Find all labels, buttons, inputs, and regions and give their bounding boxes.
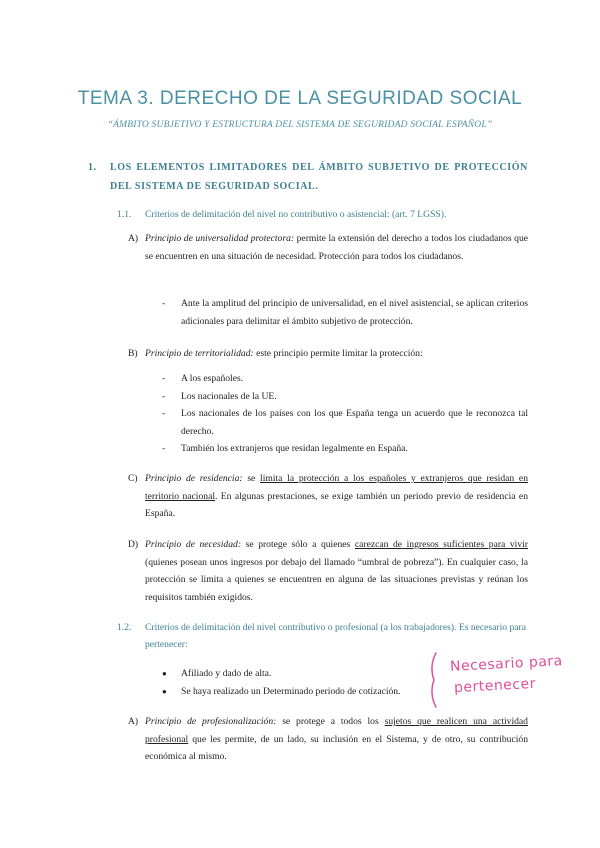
handnote-line-1: Necesario para xyxy=(449,653,564,675)
item-a2-post: que les permite, de un lado, su inclusión en el Sistema, y de otro, su contribución económica al mismo. xyxy=(145,733,528,762)
bullet-text: Los nacionales de los países con los que España tenga un acuerdo que le reconozca tal derecho. xyxy=(181,408,528,437)
item-c-post: . En algunas prestaciones, se exige también un periodo previo de residencia en España. xyxy=(145,490,528,519)
bullet-list-a xyxy=(162,295,528,330)
item-d-underlined: carezcan de ingresos suficientes para vivir xyxy=(354,539,529,550)
item-a-profesionalizacion xyxy=(128,713,528,766)
subsection-1-2-number: 1.2. xyxy=(117,622,132,633)
item-a2-label: Principio de profesionalización: xyxy=(145,716,277,727)
handwritten-note xyxy=(428,650,578,710)
item-b-letter: B) xyxy=(128,348,138,359)
bullet-dot: ● xyxy=(162,669,167,678)
bullet-text: Afiliado y dado de alta. xyxy=(181,668,272,679)
bullet-mark: - xyxy=(162,443,166,454)
subsection-1-2-title: Criterios de delimitación del nivel contributivo o profesional (a los trabajadores). Es necesario para pertenecer: xyxy=(145,622,526,650)
item-d-necesidad xyxy=(128,536,528,606)
item-c-residencia xyxy=(128,470,528,523)
subsection-1-1-number: 1.1. xyxy=(117,209,132,220)
list-item xyxy=(162,683,462,701)
bullet-mark: - xyxy=(162,373,166,384)
handnote-line-2: pertenecer xyxy=(453,675,537,697)
item-a-letter: A) xyxy=(128,233,139,244)
item-c-letter: C) xyxy=(128,473,138,484)
item-a-body xyxy=(145,230,528,265)
list-item xyxy=(162,388,528,406)
item-a-text: permite la extensión del derecho a todos los ciudadanos que se encuentren en una situación de necesidad. Protección para todos los ciudadanos. xyxy=(145,233,528,262)
section-1-number: 1. xyxy=(88,162,97,173)
item-d-letter: D) xyxy=(128,539,139,550)
document-title: TEMA 3. DERECHO DE LA SEGURIDAD SOCIAL xyxy=(77,88,523,109)
item-b-body xyxy=(145,345,528,363)
subsection-1-1-heading xyxy=(117,206,527,223)
item-c-label: Principio de residencia: xyxy=(145,473,243,484)
list-item xyxy=(162,370,528,388)
list-item xyxy=(162,295,528,330)
bullet-text: Se haya realizado un Determinado periodo de cotización. xyxy=(181,685,401,697)
subsection-1-1-title: Criterios de delimitación del nivel no contributivo o asistencial: (art. 7 LGSS). xyxy=(145,209,447,220)
item-c-underlined: limita la protección a los españoles y extranjeros que residan en territorio nacional xyxy=(145,473,528,502)
subsection-1-2-heading xyxy=(117,619,527,653)
item-a2-pre: se protege a todos los xyxy=(276,716,385,727)
item-d-label: Principio de necesidad: xyxy=(145,539,242,550)
bullet-text: Los nacionales de la UE. xyxy=(181,390,277,402)
item-b-territorialidad xyxy=(128,345,528,363)
handwritten-bracket-icon xyxy=(428,650,442,710)
list-item xyxy=(162,405,528,440)
item-a2-body xyxy=(145,713,528,766)
item-d-pre: se protege sólo a quienes xyxy=(241,539,355,550)
list-item xyxy=(162,440,528,458)
item-a2-letter: A) xyxy=(128,716,139,727)
bullet-mark: - xyxy=(162,390,166,402)
document-subtitle: “ÁMBITO SUBJETIVO Y ESTRUCTURA DEL SISTEMA DE SEGURIDAD SOCIAL ESPAÑOL” xyxy=(107,120,493,130)
bullet-dot: ● xyxy=(162,686,167,696)
bullet-text: También los extranjeros que residan legalmente en España. xyxy=(181,443,408,454)
bullet-text: Ante la amplitud del principio de universalidad, en el nivel asistencial, se aplican criterios adicionales para delimitar el ámbito subjetivo de protección. xyxy=(181,298,528,327)
item-d-body xyxy=(145,536,528,606)
list-item xyxy=(162,665,462,683)
item-a-universalidad xyxy=(128,230,528,265)
bullet-mark: - xyxy=(162,298,166,309)
item-d-post: (quienes posean unos ingresos por debajo del llamado “umbral de pobreza”). En cualquier caso, la protección se limita a quienes se encuentren en alguna de las situaciones previstas y reúnan los requisitos también exigidos. xyxy=(145,556,528,603)
item-b-text: este principio permite limitar la protección: xyxy=(253,348,423,359)
item-c-body xyxy=(145,470,528,523)
bullet-text: A los españoles. xyxy=(181,373,244,384)
item-b-label: Principio de territorialidad: xyxy=(145,348,254,359)
item-a-label: Principio de universalidad protectora: xyxy=(145,233,295,244)
bullet-list-b xyxy=(162,370,528,458)
item-c-pre: se xyxy=(242,473,261,484)
dot-list-1-2 xyxy=(162,665,462,700)
section-1-heading xyxy=(88,158,528,196)
item-a2-underlined: sujetos que realicen una actividad profesional xyxy=(145,716,528,745)
bullet-mark: - xyxy=(162,408,166,419)
section-1-title: LOS ELEMENTOS LIMITADORES DEL ÁMBITO SUBJETIVO DE PROTECCIÓN DEL SISTEMA DE SEGURIDAD SOCIAL. xyxy=(110,162,528,192)
